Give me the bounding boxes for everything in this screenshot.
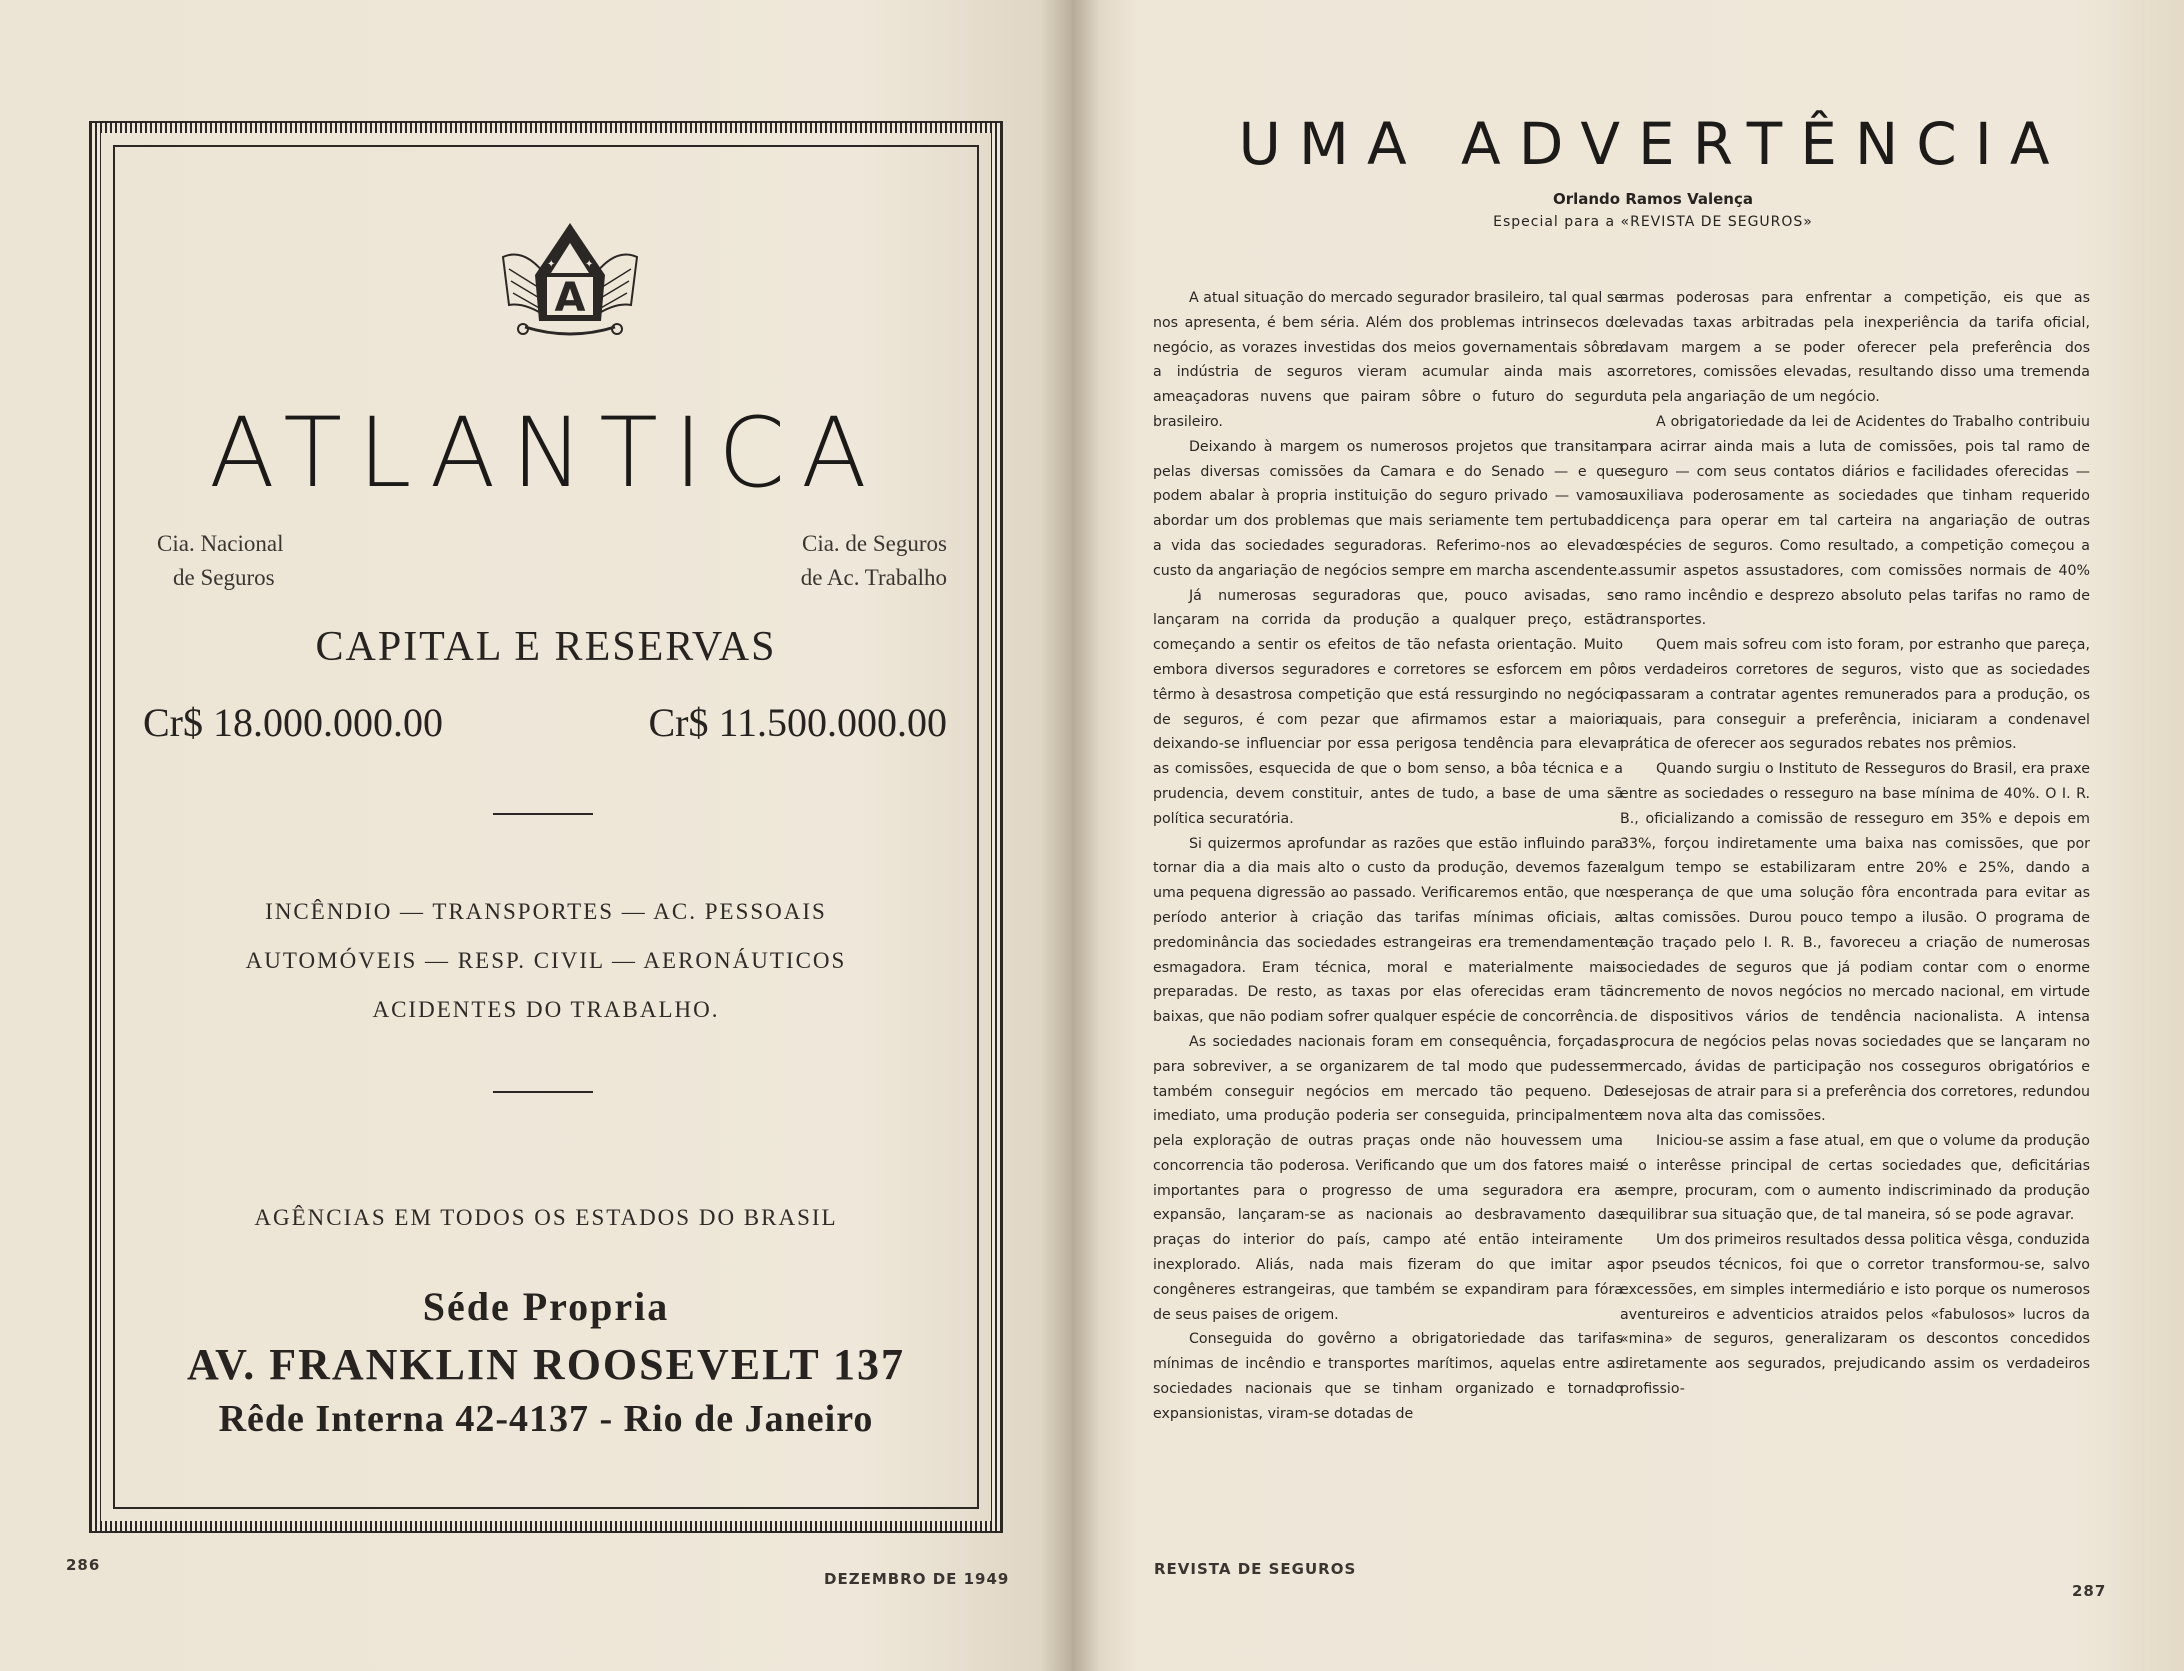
right-page (1072, 0, 2184, 1671)
page-number-left: 286 (66, 1556, 101, 1574)
page-number-right: 287 (2072, 1582, 2107, 1600)
svg-text:A: A (554, 275, 586, 321)
paragraph: Si quizermos aprofundar as razões que estão influindo para tornar dia a dia mais alto o custo da produção, devemos fazer uma pequena digressão ao passado. Verificaremos então, que no período anterior à criação das tarifas mínimas oficiais, a predominância das sociedades estrangeiras era tremendamente esmagadora. Eram técnica, moral e materialmente mais preparadas. De resto, as taxas por elas oferecidas eram tão baixas, que não podiam sofrer qualquer espécie de concorrência. (1153, 835, 1623, 1026)
paragraph: Conseguida do govêrno a obrigatoriedade das tarifas mínimas de incêndio e transportes marítimos, aquelas entre as sociedades nacionais que se tinham organizado e tornado expansionistas, viram-se dotadas de (1153, 1331, 1623, 1422)
paragraph: armas poderosas para enfrentar a competição, eis que as elevadas taxas arbitradas pela inexperiência da tarifa oficial, davam margem a se poder oferecer pela preferência dos corretores, comissões elevadas, resultando disso uma tremenda luta pela angariação de um negócio. (1620, 290, 2090, 406)
paragraph: Quando surgiu o Instituto de Resseguros do Brasil, era praxe entre as sociedades o resseguro na base mínima de 40%. O I. R. B., oficializando a comissão de resseguro em 35% e depois em 33%, forçou indiretamente uma baixa nas comissões, que por algum tempo se estabilizaram entre 20% e 25%, dando a esperança de que uma solução fôra encontrada para evitar as altas comissões. Durou pouco tempo a ilusão. O programa de ação traçado pelo I. R. B., favoreceu a criação de numerosas sociedades de seguros que já podiam contar com o enorme incremento de novos negócios no mercado nacional, em virtude de dispositivos vários de tendência nacionalista. A intensa procura de negócios pelas novas sociedades que se lançaram no mercado, ávidas de participação nos cosseguros obrigatórios e desejosas de atrair para si a preferência dos corretores, redundou em nova alta das comissões. (1620, 761, 2090, 1125)
company-right-line-1: Cia. de Seguros (801, 531, 947, 556)
svg-text:✦: ✦ (547, 259, 556, 270)
paragraph: A atual situação do mercado segurador brasileiro, tal qual se nos apresenta, é bem séria. Além dos problemas intrinsecos do negócio, as vorazes investidas dos meios governamentais sôbre a indústria de seguros vieram acumular ainda mais as ameaçadoras nuvens que pairam sôbre o futuro do seguro brasileiro. (1153, 290, 1623, 430)
company-left-line-2: de Seguros (173, 565, 275, 590)
company-right-line-2: de Ac. Trabalho (800, 565, 947, 590)
atlantica-logo (495, 217, 645, 347)
paragraph: Já numerosas seguradoras que, pouco avisadas, se lançaram na corrida da produção a qualquer preço, estão começando a sentir os efeitos de tão nefasta orientação. Muito embora diversos seguradores e corretores se esforcem em pôr têrmo à desastrosa competição que está ressurgindo no negócio de seguros, é com pezar que afirmamos estar a maioria deixando-se influenciar por essa perigosa tendência para elevar as comissões, esquecida de que o bom senso, a bôa técnica e a prudencia, devem constituir, antes de tudo, a base de uma sã política securatória. (1153, 587, 1623, 827)
divider-rule (493, 813, 593, 815)
paragraph: Um dos primeiros resultados dessa politica vêsga, conduzida por pseudos técnicos, foi que o corretor transformou-se, salvo excessões, em simples intermediário e isto porque os numerosos aventureiros e adventicios atraidos pelos «fabulosos» lucros da «mina» de seguros, generalizaram os descontos concedidos diretamente aos segurados, prejudicando assim os verdadeiros profissio- (1620, 1232, 2090, 1398)
company-left-line-1: Cia. Nacional (157, 531, 284, 556)
article-column-2 (1620, 286, 2090, 1536)
article-column-1 (1153, 286, 1623, 1536)
magazine-name-footer: REVISTA DE SEGUROS (1154, 1560, 1357, 1578)
article-author: Orlando Ramos Valença (1552, 190, 1754, 208)
paragraph: As sociedades nacionais foram em consequência, forçadas, para sobreviver, a se organizarem de tal modo que pudessem também conseguir negócios em mercado tão pequeno. De imediato, uma produção poderia ser conseguida, principalmente pela exploração de outras praças onde não houvessem uma concorrencia tão poderosa. Verificando que um dos fatores mais importantes para o progresso de uma seguradora era a expansão, lançaram-se as nacionais ao desbravamento das praças do interior do país, campo até então inteiramente inexplorado. Aliás, nada mais fizeram do que imitar as congêneres estrangeiras, que também se expandiram para fóra de seus paises de origem. (1153, 1033, 1623, 1323)
amount-left: Cr$ 18.000.000.00 (143, 700, 443, 745)
paragraph: Iniciou-se assim a fase atual, em que o volume da produção é o interêsse principal de certas sociedades que, deficitárias sempre, procuram, com o aumento indiscriminado da produção equilibrar sua situação que, de tal maneira, só se pode agravar. (1620, 1133, 2090, 1224)
ad-address: AV. FRANKLIN ROOSEVELT 137 (187, 1340, 905, 1389)
business-line-1: INCÊNDIO — TRANSPORTES — AC. PESSOAIS (265, 899, 827, 924)
article-title: UMA ADVERTÊNCIA (1238, 110, 2068, 178)
article-byline: Especial para a «REVISTA DE SEGUROS» (1493, 214, 1813, 230)
left-page (0, 0, 1072, 1671)
paragraph: Quem mais sofreu com isto foram, por estranho que pareça, os verdadeiros corretores de seguros, visto que as sociedades passaram a contratar agentes remunerados para a produção, os quais, para conseguir a preferência, iniciaram a condenavel prática de oferecer aos segurados rebates nos prêmios. (1620, 637, 2090, 753)
sede-heading: Séde Propria (422, 1284, 670, 1329)
capital-heading: CAPITAL E RESERVAS (315, 624, 777, 670)
business-line-3: ACIDENTES DO TRABALHO. (372, 997, 720, 1022)
divider-rule (493, 1091, 593, 1093)
company-left (157, 527, 283, 595)
paragraph: A obrigatoriedade da lei de Acidentes do Trabalho contribuiu para acirrar ainda mais a luta de comissões, pois tal ramo de seguro — com seus contatos diários e facilidades oferecidas — auxiliava poderosamente as sociedades que tinham requerido licença para operar em tal carteira na angariação de outras espécies de seguros. Como resultado, a competição começou a assumir aspetos assustadores, com comissões normais de 40% no ramo incêndio e desprezo absoluto pelas tarifas no ramo de transportes. (1620, 413, 2090, 629)
issue-date: DEZEMBRO DE 1949 (824, 1570, 1010, 1588)
ad-border (90, 122, 1002, 1532)
ad-phone: Rêde Interna 42-4137 - Rio de Janeiro (218, 1398, 874, 1440)
paragraph: Deixando à margem os numerosos projetos que transitam pelas diversas comissões da Camara e do Senado — e que podem abalar à propria instituição do seguro privado — vamos abordar um dos problemas que mais seriamente tem pertubado a vida das sociedades seguradoras. Referimo-nos ao elevado custo da angariação de negócios sempre em marcha ascendente. (1153, 438, 1623, 579)
book-gutter (1040, 0, 1100, 1671)
ad-panel (113, 145, 979, 1509)
company-right (801, 527, 947, 595)
business-line-2: AUTOMÓVEIS — RESP. CIVIL — AERONÁUTICOS (245, 948, 847, 973)
agencies-line: AGÊNCIAS EM TODOS OS ESTADOS DO BRASIL (254, 1205, 838, 1230)
ad-brand-name: ATLANTICA (209, 397, 883, 509)
lines-of-business (115, 887, 977, 1034)
amount-right: Cr$ 11.500.000.00 (648, 700, 947, 745)
svg-text:✦: ✦ (585, 259, 594, 270)
